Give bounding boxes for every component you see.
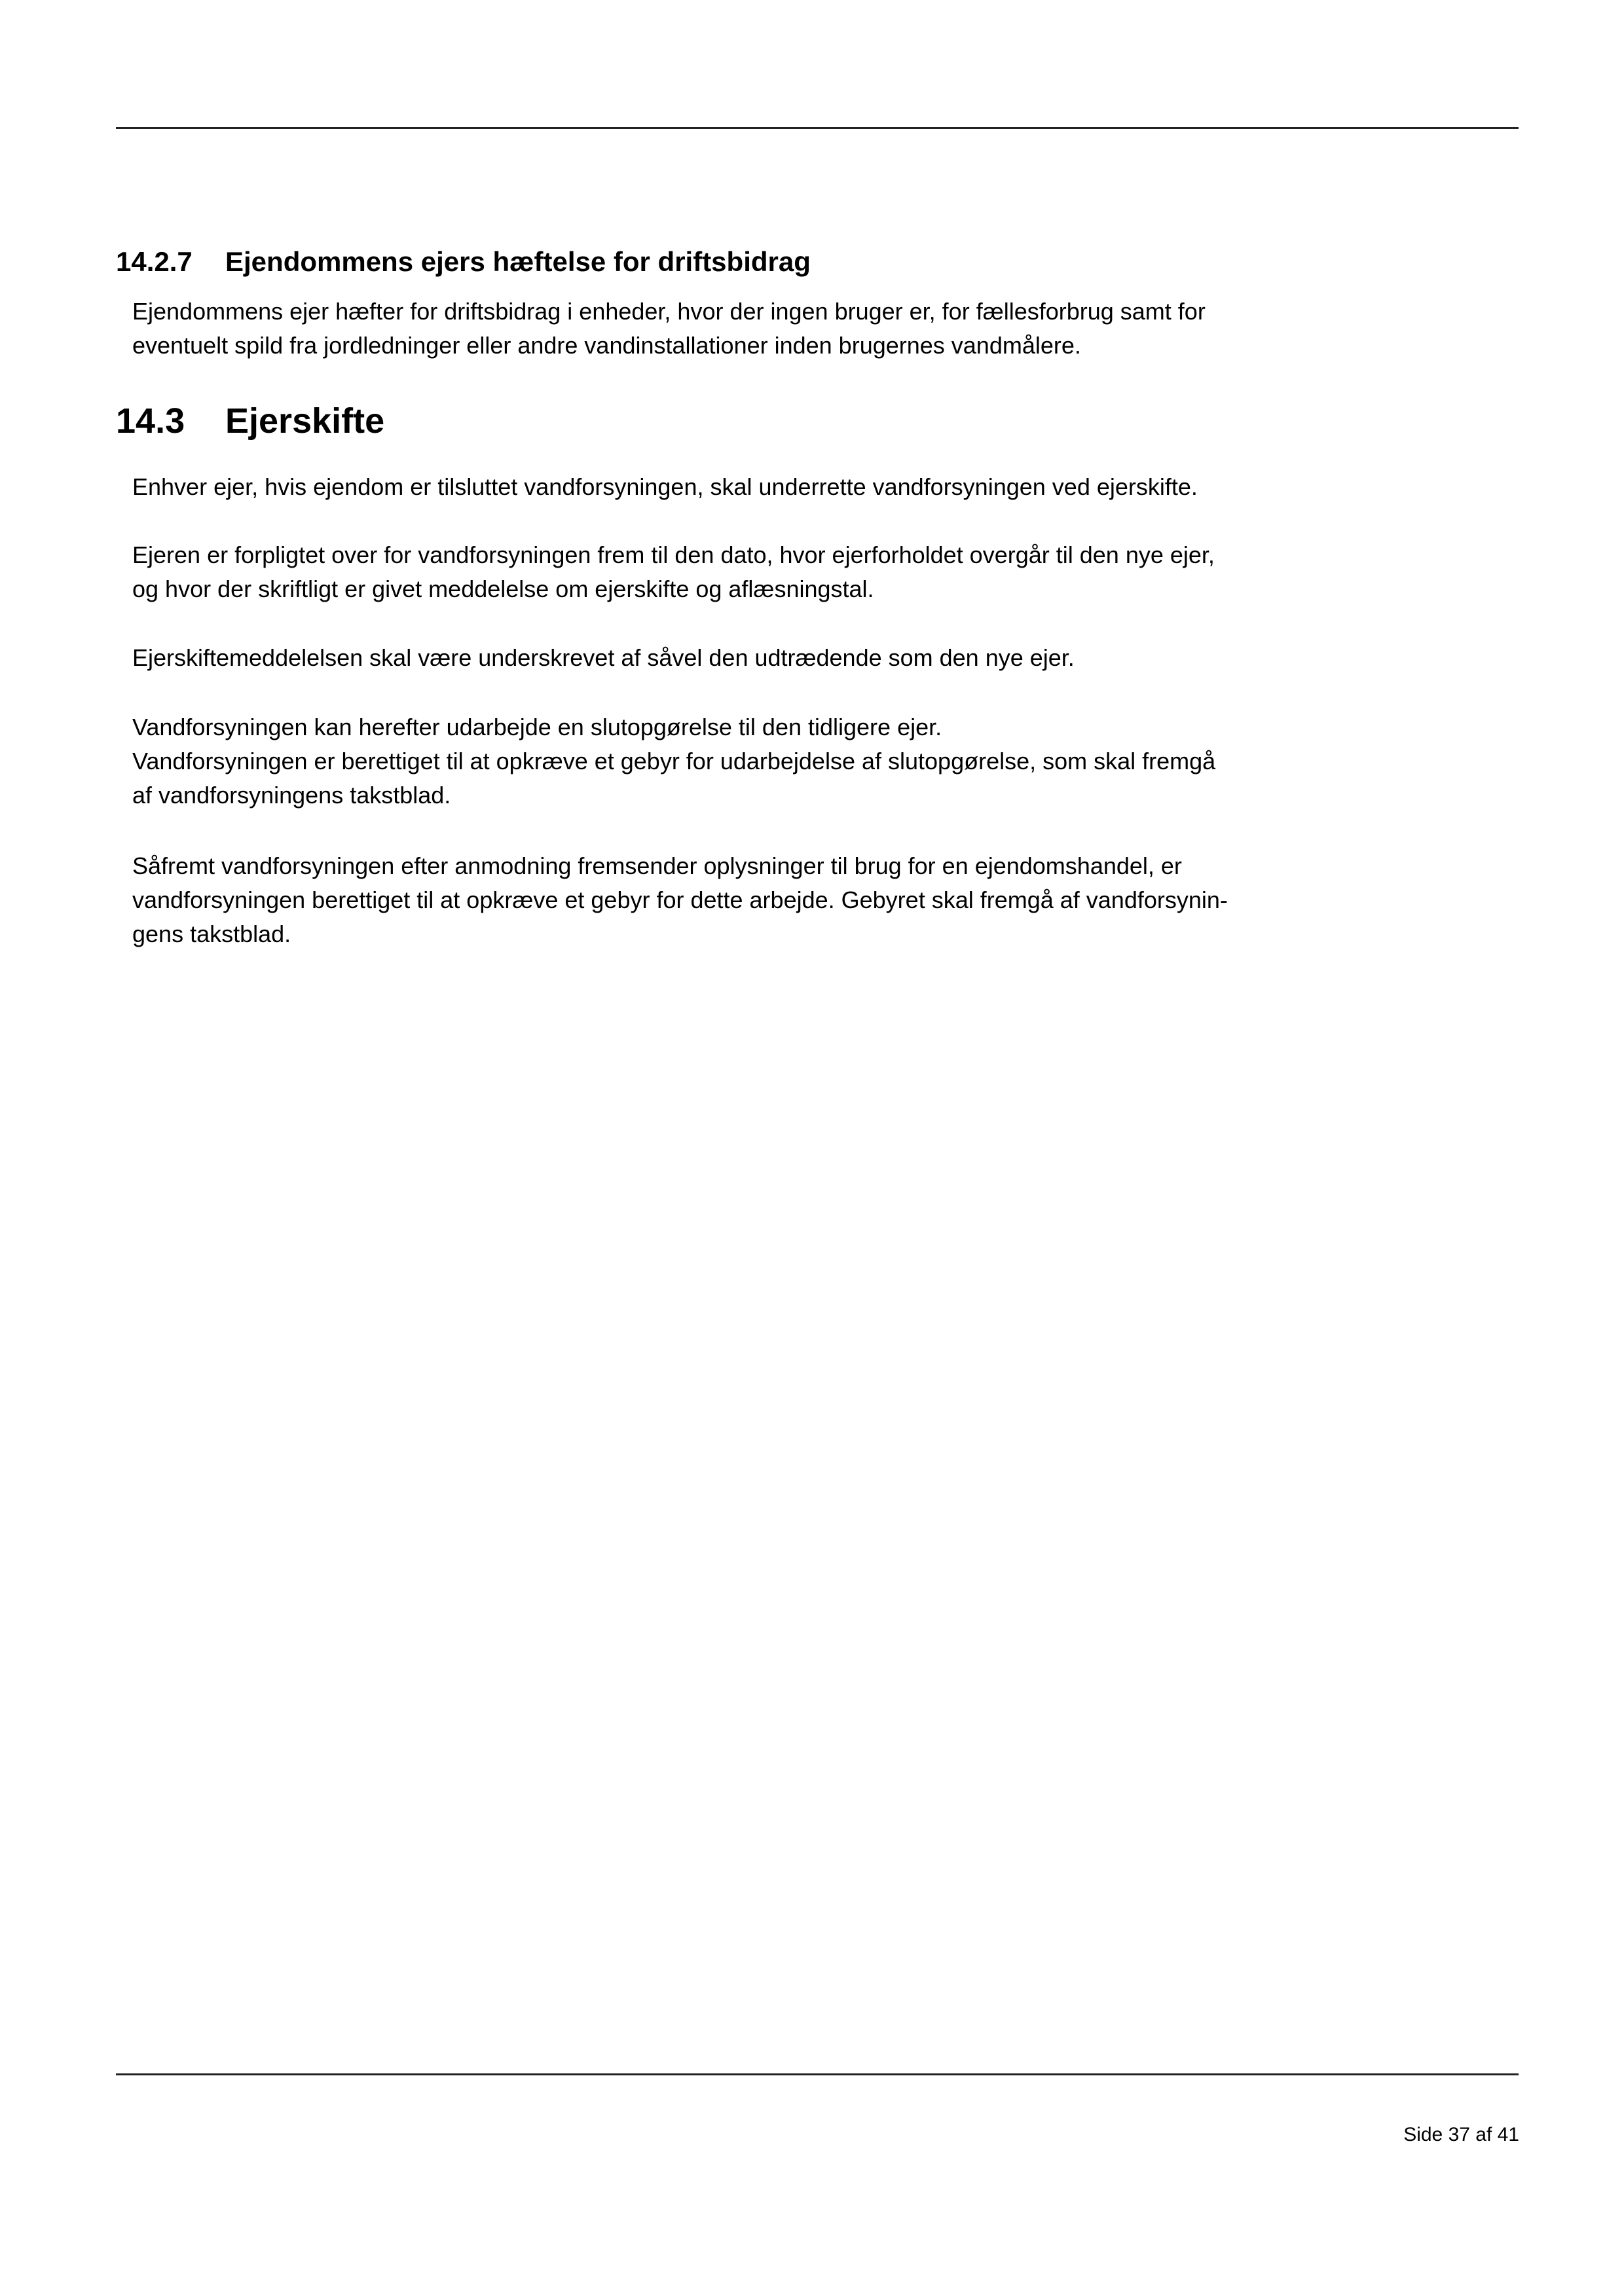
- paragraph-ejendomshandel: [132, 849, 1350, 951]
- paragraph-line: vandforsyningen berettiget til at opkræve et gebyr for dette arbejde. Gebyret skal fremgå af vandforsynin-: [132, 886, 1228, 913]
- paragraph-line: gens takstblad.: [132, 920, 291, 947]
- paragraph-line: Ejeren er forpligtet over for vandforsyningen frem til den dato, hvor ejerforholdet overgår til den nye ejer,: [132, 541, 1215, 568]
- paragraph-line: Såfremt vandforsyningen efter anmodning fremsender oplysninger til brug for en ejendomshandel, er: [132, 852, 1182, 879]
- section-heading-14-2-7: [116, 244, 811, 280]
- page-number: Side 37 af 41: [1403, 2124, 1519, 2145]
- paragraph-line: Vandforsyningen kan herefter udarbejde en slutopgørelse til den tidligere ejer.: [132, 714, 942, 740]
- paragraph-slutopgoerelse: [132, 710, 1350, 812]
- paragraph-line: Vandforsyningen er berettiget til at opkræve et gebyr for udarbejdelse af slutopgørelse, som skal fremgå: [132, 748, 1216, 774]
- section-title: Ejerskifte: [225, 401, 385, 441]
- paragraph-underskrift: [132, 641, 1350, 675]
- section-heading-14-3: [116, 398, 384, 444]
- paragraph-underretning: [132, 470, 1350, 504]
- section-number: 14.3: [116, 401, 185, 441]
- paragraph-line: eventuelt spild fra jordledninger eller andre vandinstallationer inden brugernes vandmålere.: [132, 332, 1081, 359]
- paragraph-driftsbidrag: [132, 295, 1350, 363]
- section-title: Ejendommens ejers hæftelse for driftsbidrag: [225, 246, 811, 277]
- paragraph-line: Enhver ejer, hvis ejendom er tilsluttet vandforsyningen, skal underrette vandforsyningen ved ejerskifte.: [132, 473, 1198, 500]
- paragraph-line: af vandforsyningens takstblad.: [132, 782, 451, 809]
- paragraph-line: og hvor der skriftligt er givet meddelelse om ejerskifte og aflæsningstal.: [132, 575, 874, 602]
- header-rule: [116, 127, 1519, 129]
- paragraph-line: Ejendommens ejer hæfter for driftsbidrag i enheder, hvor der ingen bruger er, for fællesforbrug samt for: [132, 298, 1206, 325]
- paragraph-line: Ejerskiftemeddelelsen skal være underskrevet af såvel den udtrædende som den nye ejer.: [132, 644, 1075, 671]
- paragraph-forpligtelse: [132, 538, 1350, 606]
- footer-rule: [116, 2073, 1519, 2075]
- section-number: 14.2.7: [116, 246, 193, 277]
